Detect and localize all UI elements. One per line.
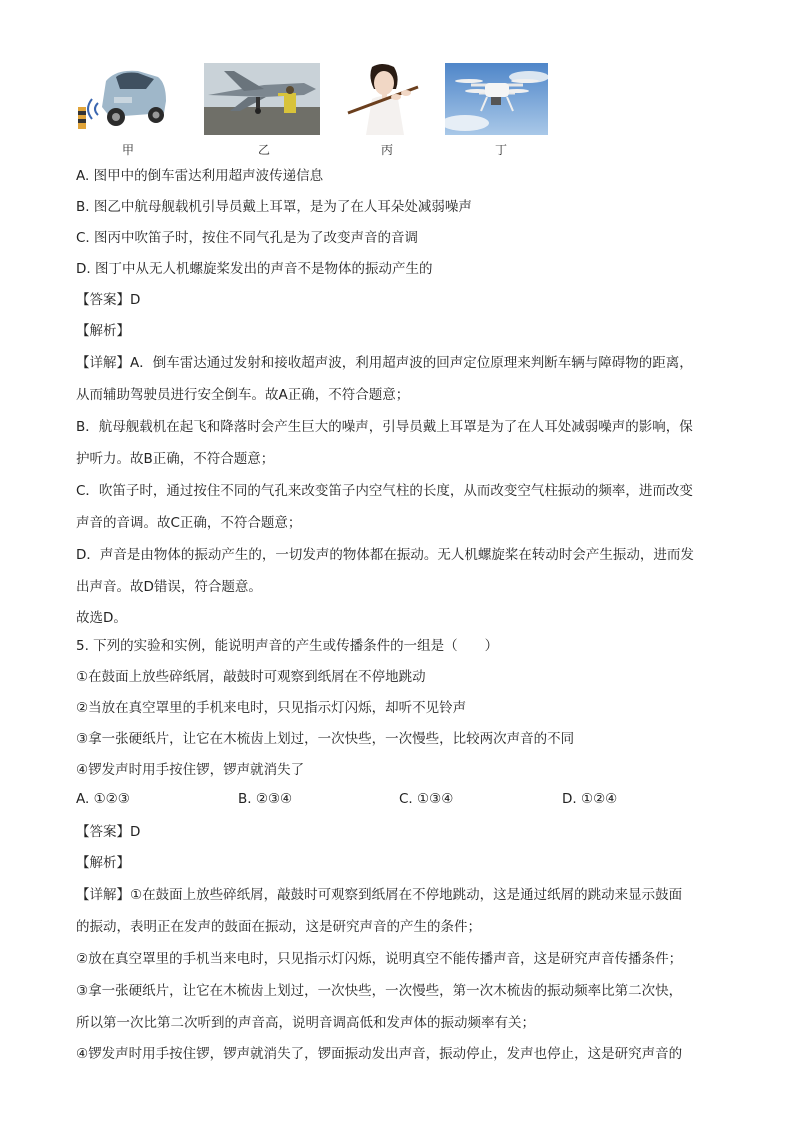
- q5-item-4: ④锣发声时用手按住锣，锣声就消失了: [76, 762, 305, 778]
- caption-bing: 丙: [381, 143, 394, 157]
- q5-choice-a: A. ①②③: [76, 791, 130, 807]
- q4-conclusion: 故选D。: [76, 610, 127, 626]
- q4-detail-line: 【详解】A．倒车雷达通过发射和接收超声波，利用超声波的回声定位原理来判断车辆与障碍物的距离，: [76, 355, 693, 371]
- q4-answer: 【答案】D: [76, 292, 141, 308]
- q4-option-d: D. 图丁中从无人机螺旋桨发出的声音不是物体的振动产生的: [76, 261, 433, 277]
- figure-flute-player: [338, 63, 428, 135]
- q5-choice-c: C. ①③④: [399, 791, 454, 807]
- q5-analysis-heading: 【解析】: [76, 855, 130, 871]
- q5-item-1: ①在鼓面上放些碎纸屑，敲鼓时可观察到纸屑在不停地跳动: [76, 669, 426, 685]
- q4-detail-line: C．吹笛子时，通过按住不同的气孔来改变笛子内空气柱的长度，从而改变空气柱振动的频率，进而改变: [76, 483, 693, 499]
- flute-player-icon: [338, 63, 428, 135]
- q5-detail-line: 【详解】①在鼓面上放些碎纸屑，敲鼓时可观察到纸屑在不停地跳动，这是通过纸屑的跳动来显示鼓面: [76, 887, 683, 903]
- q4-analysis-heading: 【解析】: [76, 323, 130, 339]
- jet-deck-icon: [204, 63, 320, 135]
- q5-detail-line: 的振动，表明正在发声的鼓面在振动，这是研究声音的产生的条件；: [76, 919, 481, 935]
- q5-detail-line: ②放在真空罩里的手机当来电时，只见指示灯闪烁，说明真空不能传播声音，这是研究声音传播条件；: [76, 951, 683, 967]
- q5-choice-d: D. ①②④: [562, 791, 618, 807]
- q4-detail-line: B．航母舰载机在起飞和降落时会产生巨大的噪声，引导员戴上耳罩是为了在人耳处减弱噪声的影响，保: [76, 419, 693, 435]
- q5-choices: [76, 791, 636, 809]
- q5-item-3: ③拿一张硬纸片，让它在木梳齿上划过，一次快些，一次慢些，比较两次声音的不同: [76, 731, 575, 747]
- q5-answer: 【答案】D: [76, 824, 141, 840]
- car-radar-icon: [76, 63, 170, 135]
- q4-detail-line: 护听力。故B正确，不符合题意；: [76, 451, 275, 467]
- q4-detail-line: 出声音。故D错误，符合题意。: [76, 579, 262, 595]
- q5-item-2: ②当放在真空罩里的手机来电时，只见指示灯闪烁，却听不见铃声: [76, 700, 467, 716]
- q4-detail-line: D．声音是由物体的振动产生的，一切发声的物体都在振动。无人机螺旋桨在转动时会产生振动，进而发: [76, 547, 694, 563]
- drone-icon: [445, 63, 548, 135]
- figure-drone: [445, 63, 548, 135]
- q5-detail-line: ③拿一张硬纸片，让它在木梳齿上划过，一次快些，一次慢些，第一次木梳齿的振动频率比第二次快，: [76, 983, 683, 999]
- figure-jet-deck: [204, 63, 320, 135]
- q5-detail-line: 所以第一次比第二次听到的声音高，说明音调高低和发声体的振动频率有关；: [76, 1015, 535, 1031]
- q4-option-a: A. 图甲中的倒车雷达利用超声波传递信息: [76, 168, 324, 184]
- q5-choice-b: B. ②③④: [238, 791, 293, 807]
- caption-ding: 丁: [495, 143, 508, 157]
- figure-car-radar: [76, 63, 170, 135]
- q4-detail-line: 从而辅助驾驶员进行安全倒车。故A正确，不符合题意；: [76, 387, 410, 403]
- q4-option-c: C. 图丙中吹笛子时，按住不同气孔是为了改变声音的音调: [76, 230, 419, 246]
- caption-jia: 甲: [122, 143, 135, 157]
- q5-detail-line: ④锣发声时用手按住锣，锣声就消失了，锣面振动发出声音，振动停止，发声也停止，这是研究声音的: [76, 1046, 683, 1062]
- q5-stem: 5. 下列的实验和实例，能说明声音的产生或传播条件的一组是（ ）: [76, 638, 499, 654]
- q4-detail-line: 声音的音调。故C正确，不符合题意；: [76, 515, 302, 531]
- caption-yi: 乙: [258, 143, 271, 157]
- q4-option-b: B. 图乙中航母舰载机引导员戴上耳罩，是为了在人耳朵处减弱噪声: [76, 199, 472, 215]
